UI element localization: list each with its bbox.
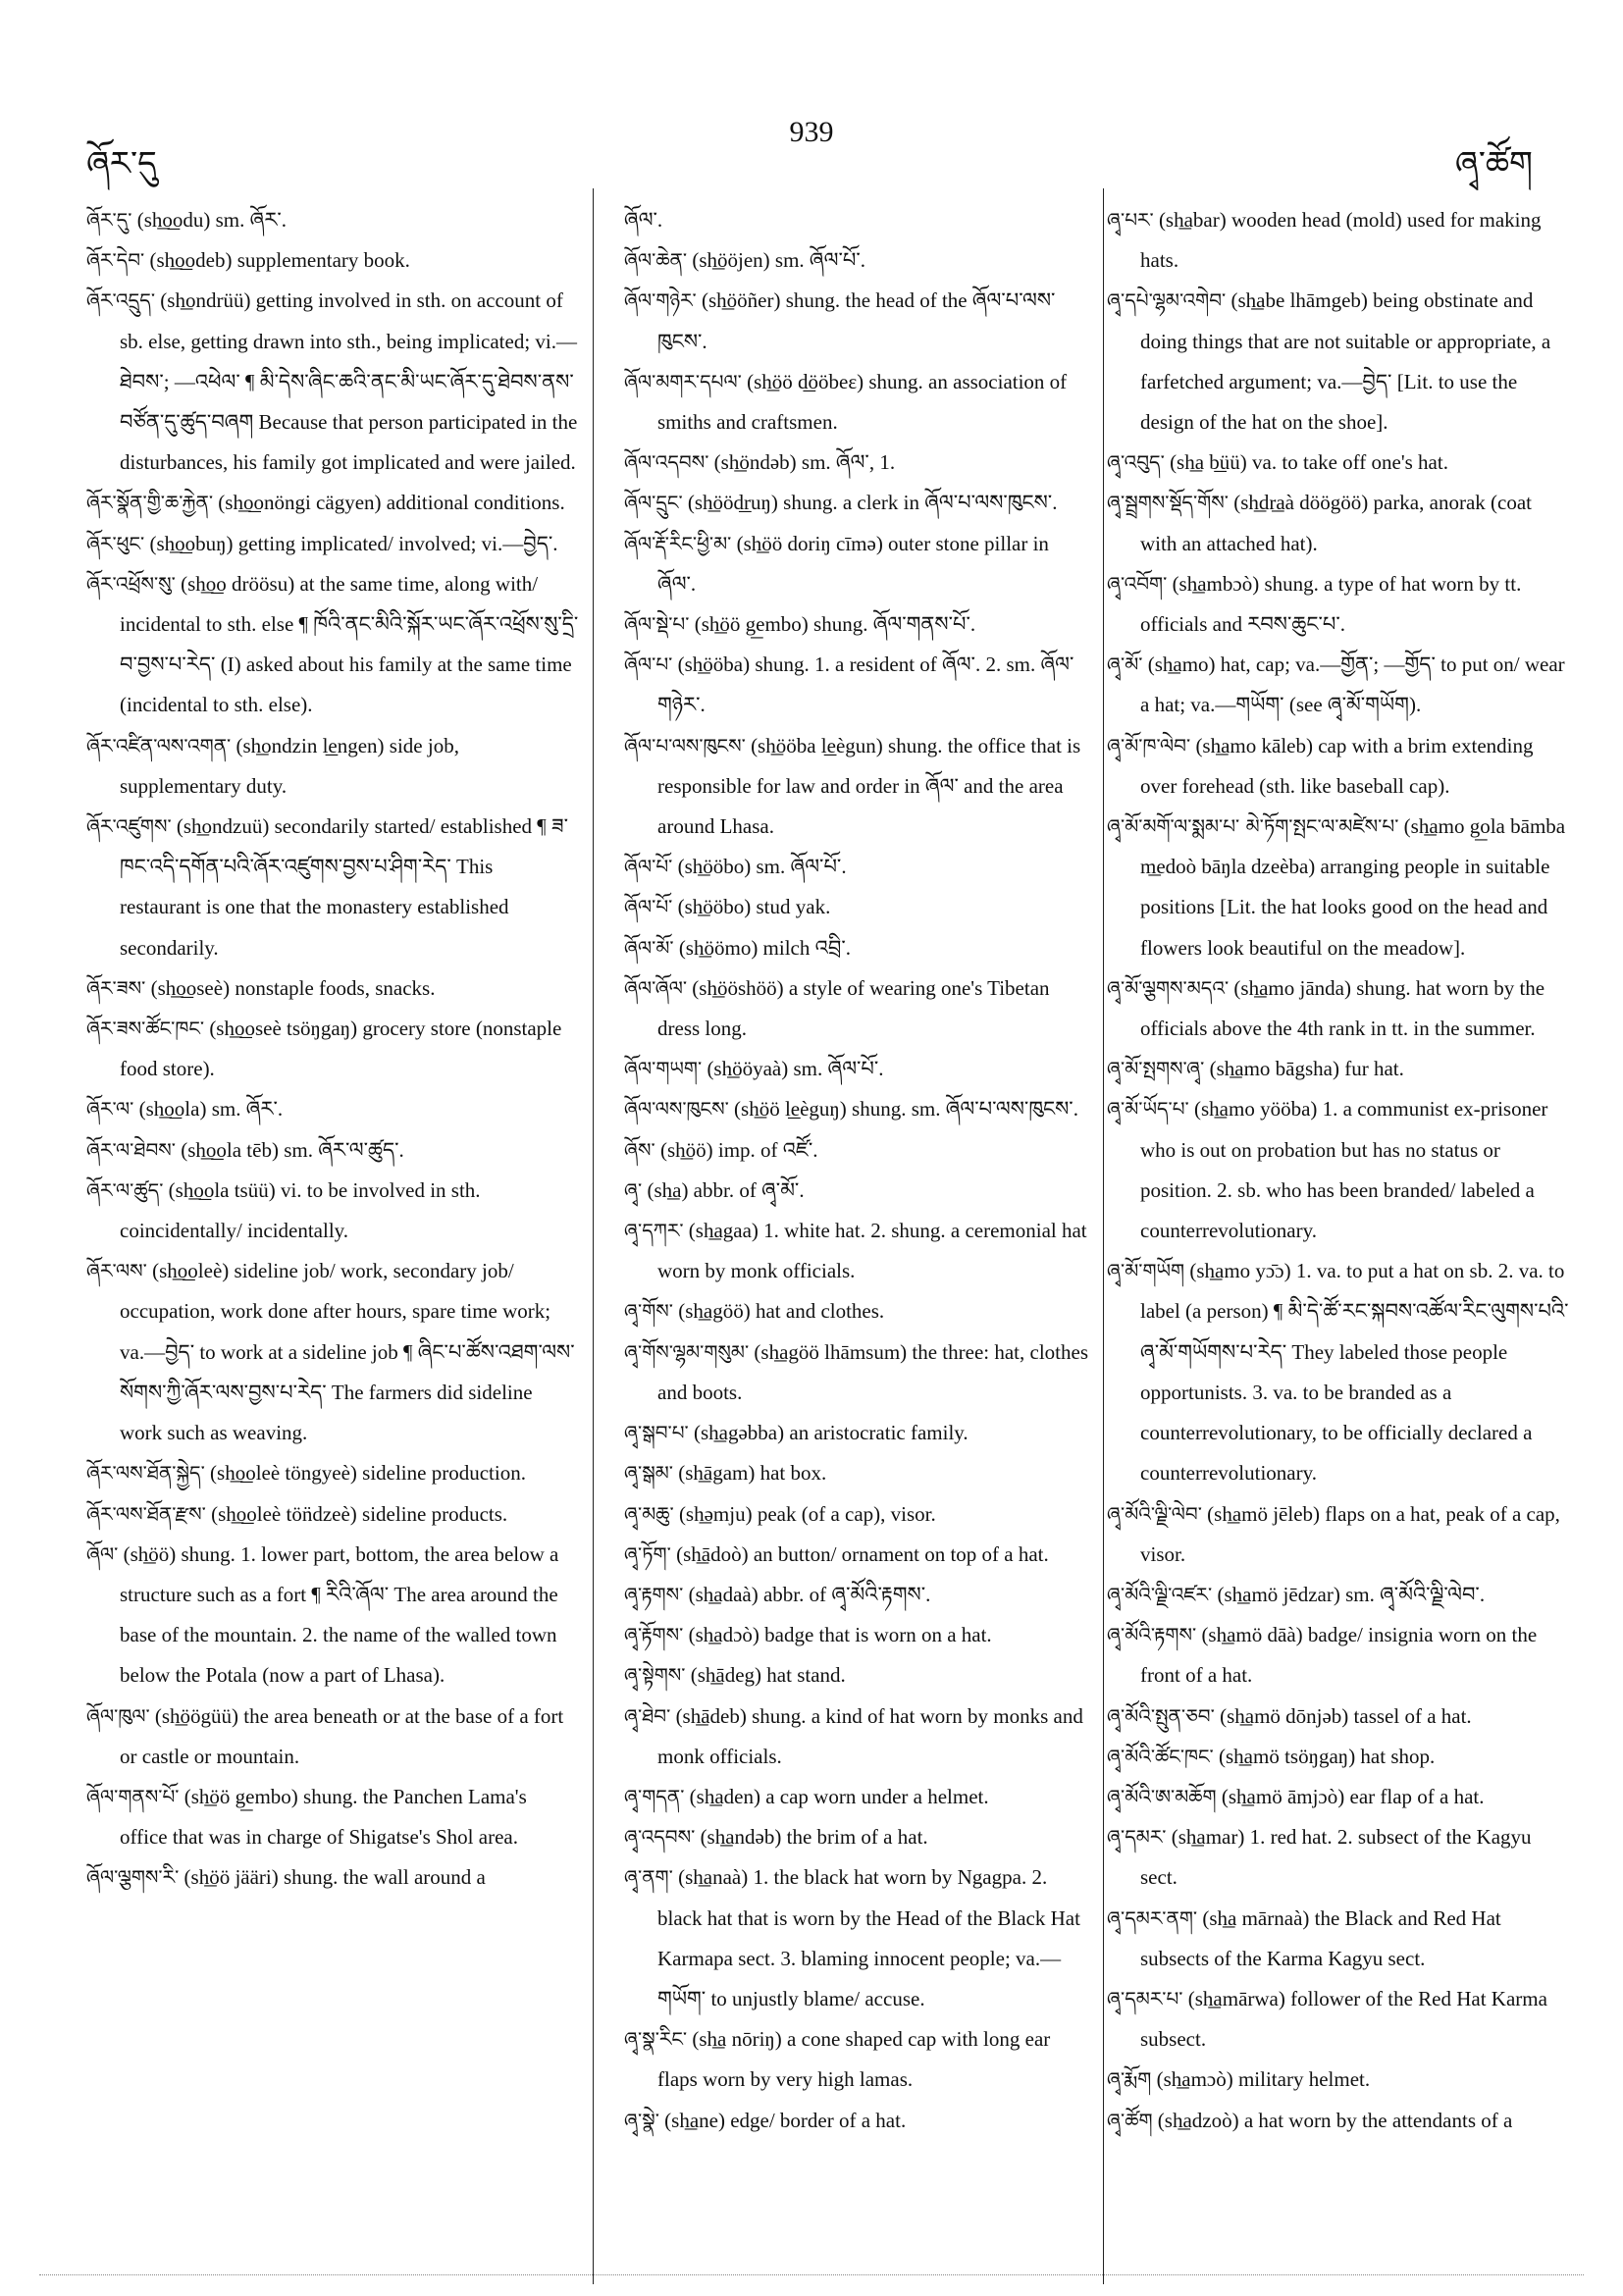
entry-headword: ཞྭ་ཏོག་ [624, 1541, 671, 1566]
entry-headword: ཞྭ་དཔེ་ལྷམ་འགེབ་ [1107, 288, 1227, 313]
entry-headword: ཞྭ་མོ་ཁ་ལེབ་ [1107, 733, 1191, 757]
dictionary-entry [1107, 1615, 1572, 1696]
entry-headword: ཞྭ་སྦྲགས་སྡོད་གོས་ [1107, 491, 1229, 515]
dictionary-entry [624, 2101, 1091, 2141]
dictionary-entry [1107, 968, 1572, 1049]
dictionary-entry [624, 362, 1091, 443]
entry-definition: (sh͟ööbo) sm. ཞོལ་པོ་. [677, 855, 847, 879]
dictionary-column-2 [624, 200, 1091, 2141]
entry-headword: ཞྭ་སྒབ་པ་ [624, 1421, 689, 1445]
entry-definition: (sh͟öö) shung. 1. lower part, bottom, the area below a structure such as a fort ¶ རིའི་ཞོལ་ The area around the base of the mountain. 2. the name of the walled town below the Potala (now a part of Lhasa). [120, 1541, 559, 1688]
dictionary-entry [86, 726, 579, 807]
entry-headword: ཞྭ་ཐེབ་ [624, 1703, 671, 1728]
entry-definition: (sh͟amo) hat, cap; va.—གྱོན་; —གྱོད་ to put on/ wear a hat; va.—གཡོག་ (see ཞྭ་མོ་གཡོག). [1140, 652, 1565, 717]
entry-headword: ཞྭ་མོ་ཡོད་པ་ [1107, 1097, 1189, 1122]
entry-definition: (sh͟o͟o dröösu) at the same time, along with/ incidental to sth. else ¶ ཁོའི་ནང་མིའི་སྐོར་ཡང་ཞོར་འཕྲོས་སུ་དྲི་བ་བྱས་པ་རེད་ (I) asked about his family at the same time (incidental to sth. else). [120, 571, 579, 717]
entry-definition: (sh͟ambɔò) shung. a type of hat worn by tt. officials and རབས་ཆུང་པ་. [1140, 571, 1522, 637]
dictionary-entry [624, 1171, 1091, 1211]
dictionary-entry [624, 1494, 1091, 1535]
entry-headword: ཞྭ་འབོག་ [1107, 571, 1168, 596]
dictionary-entry [624, 604, 1091, 645]
dictionary-entry [86, 524, 579, 564]
entry-definition: (sh͟amo bāgsha) fur hat. [1209, 1057, 1404, 1081]
dictionary-entry [1107, 1737, 1572, 1777]
entry-headword: ཞྭ་རྟོགས་ [624, 1623, 684, 1647]
dictionary-entry [1107, 1817, 1572, 1898]
dictionary-entry [624, 1817, 1091, 1857]
entry-definition: (sh͟dr͟aà döögöö) parka, anorak (coat with an attached hat). [1140, 491, 1532, 555]
entry-headword: ཞོར་འཕྲོས་སུ་ [86, 571, 176, 596]
entry-headword: ཞྭ་ཚོག [1107, 2108, 1153, 2132]
entry-definition: (sh͟o͟oseè tsöŋgaŋ) grocery store (nonstaple food store). [120, 1017, 562, 1081]
entry-headword: ཞོར་འདྲུད་ [86, 288, 156, 313]
dictionary-entry [1107, 564, 1572, 645]
entry-headword: ཞོལ་པ་ [624, 652, 673, 677]
entry-definition: (sh͟agəbba) an aristocratic family. [694, 1421, 969, 1445]
entry-definition: (sh͟o͟oseè) nonstaple foods, snacks. [150, 975, 436, 1000]
entry-headword: ཞྭ་མཆུ་ [624, 1501, 674, 1526]
entry-definition: (sh͟a) abbr. of ཞྭ་མོ་. [647, 1177, 805, 1202]
entry-headword: ཞོར་ལ་ཚུད་ [86, 1177, 164, 1202]
entry-headword: ཞོར་ཟས་ [86, 975, 146, 1000]
entry-definition: (sh͟öö) imp. of འཛོ་. [659, 1137, 818, 1162]
dictionary-entry [1107, 726, 1572, 807]
entry-definition: (sh͟amārwa) follower of the Red Hat Karma subsect. [1140, 1986, 1547, 2052]
entry-headword: ཞྭ་མོའི་རྟགས་ [1107, 1623, 1197, 1647]
dictionary-entry [1107, 645, 1572, 725]
dictionary-entry [86, 968, 579, 1009]
entry-headword: ཞྭ་ [624, 1177, 643, 1202]
entry-definition: (sh͟abar) wooden head (mold) used for making hats. [1140, 208, 1542, 273]
entry-definition: (sh͟öö l͟eèguŋ) shung. sm. ཞོལ་པ་ལས་ཁུངས་. [734, 1097, 1078, 1122]
entry-headword: ཞོལ་གནས་པོ་ [86, 1784, 180, 1808]
entry-definition: (sh͟amö āmjɔò) ear flap of a hat. [1221, 1784, 1485, 1808]
dictionary-entry [624, 1535, 1091, 1575]
entry-definition: (sh͟öndəb) sm. ཞོལ་, 1. [713, 450, 896, 475]
dictionary-entry [624, 1575, 1091, 1615]
entry-definition: (sh͟amo kāleb) cap with a brim extending over forehead (sth. like baseball cap). [1140, 733, 1534, 798]
entry-definition: (sh͟amo yööba) 1. a communist ex-prisoner who is out on probation but has no status or position. 2. sb. who has been branded/ labeled a counterrevolutionary. [1140, 1097, 1548, 1243]
entry-definition: (sh͟aden) a cap worn under a helmet. [689, 1784, 989, 1808]
entry-headword: ཞོར་ཕུང་ [86, 531, 145, 555]
dictionary-entry [624, 1453, 1091, 1493]
entry-definition: (sh͟amö tsöŋgaŋ) hat shop. [1219, 1744, 1436, 1768]
entry-definition: (sh͟ööbo) stud yak. [677, 895, 831, 919]
entry-definition: (sh͟agaa) 1. white hat. 2. shung. a ceremonial hat worn by monk officials. [657, 1219, 1087, 1283]
entry-headword: ཞོལ་ལྕགས་རི་ [86, 1865, 180, 1890]
entry-headword: ཞོལ་དྲུང་ [624, 491, 683, 515]
entry-definition: (sh͟amar) 1. red hat. 2. subsect of the Kagyu sect. [1140, 1825, 1532, 1890]
entry-definition: (sh͟ööñer) shung. the head of the ཞོལ་པ་ལས་ཁུངས་. [657, 288, 1056, 353]
header-guide-word-left: ཞོར་དུ [86, 144, 157, 183]
entry-headword: ཞྭ་མོའི་སྤུན་ཅབ་ [1107, 1703, 1215, 1728]
dictionary-entry [86, 1130, 579, 1171]
entry-headword: ཞོར་སྣོན་གྱི་ཆ་རྐྱེན་ [86, 491, 214, 515]
entry-definition: (sh͟amö dāà) badge/ insignia worn on the front of a hat. [1140, 1623, 1538, 1688]
entry-definition: (sh͟agöö) hat and clothes. [678, 1299, 885, 1324]
entry-definition: (sh͟amö jēleb) flaps on a hat, peak of a cap, visor. [1140, 1501, 1560, 1566]
dictionary-entry [624, 887, 1091, 927]
dictionary-entry [624, 483, 1091, 523]
entry-definition: (sh͟adzoò) a hat worn by the attendants of a [1157, 2108, 1513, 2132]
dictionary-entry [624, 928, 1091, 968]
dictionary-entry [86, 1696, 579, 1777]
entry-definition: (sh͟o͟ola tēb) sm. ཞོར་ལ་ཚུད་. [181, 1137, 404, 1162]
entry-headword: ཞོལ་མོ་ [624, 935, 674, 960]
dictionary-entry [1107, 1777, 1572, 1817]
entry-headword: ཞྭ་མོ་གཡོག [1107, 1259, 1185, 1283]
dictionary-entry [1107, 1494, 1572, 1575]
entry-headword: ཞྭ་རྨོག [1107, 2067, 1152, 2092]
entry-headword: ཞོལ་རྡོ་རིང་ཕྱི་མ་ [624, 531, 732, 555]
entry-headword: ཞྭ་གོས་ [624, 1299, 673, 1324]
entry-headword: ཞྭ་སྣེ་ [624, 2108, 659, 2132]
dictionary-entry [1107, 1575, 1572, 1615]
dictionary-entry [86, 1857, 579, 1898]
dictionary-column-3 [1107, 200, 1572, 2141]
entry-headword: ཞོར་ལས་ཐོན་རྫས་ [86, 1501, 206, 1526]
entry-definition: (sh͟o͟ola) sm. ཞོར་. [138, 1097, 284, 1122]
entry-definition: (sh͟o͟oleè töngyeè) sideline production. [210, 1461, 526, 1486]
dictionary-entry [624, 200, 1091, 240]
dictionary-entry [86, 1009, 579, 1089]
page-bottom-edge [39, 2274, 1584, 2275]
entry-headword: ཞོར་དུ་ [86, 208, 132, 232]
dictionary-entry [624, 726, 1091, 848]
entry-headword: ཞོལ་ཆེན་ [624, 248, 688, 273]
entry-definition: (sh͟agöö lhāmsum) the three: hat, clothes and boots. [657, 1339, 1088, 1404]
dictionary-entry [1107, 1049, 1572, 1089]
dictionary-entry [1107, 807, 1572, 968]
entry-definition: (sh͟öö d͟ööbeε) shung. an association of smiths and craftsmen. [657, 369, 1068, 435]
dictionary-entry [624, 1049, 1091, 1089]
entry-definition: (sh͟öö g͟embo) shung. the Panchen Lama's office that was in charge of Shigatse's Shol area. [120, 1784, 527, 1850]
entry-headword: ཞྭ་སྒམ་ [624, 1461, 673, 1486]
dictionary-entry [624, 1211, 1091, 1291]
entry-headword: ཞོལ་ལས་ཁུངས་ [624, 1097, 729, 1122]
entry-headword: ཞོར་ལ་ཐེབས་ [86, 1137, 176, 1162]
dictionary-entry [1107, 281, 1572, 443]
entry-definition: (sh͟ondzin l͟engen) side job, supplementary duty. [120, 733, 459, 798]
entry-headword: ཞོལ་པ་ལས་ཁུངས་ [624, 733, 746, 757]
dictionary-entry [624, 1857, 1091, 2019]
dictionary-entry [86, 281, 579, 483]
entry-definition: (sh͟öögüü) the area beneath or at the base of a fort or castle or mountain. [120, 1703, 564, 1768]
dictionary-entry [86, 564, 579, 726]
entry-headword: ཞོལ་ཁུལ་ [86, 1703, 150, 1728]
entry-definition: (sh͟o͟onöngi cägyen) additional conditions. [218, 491, 565, 515]
dictionary-entry [1107, 1251, 1572, 1493]
entry-headword: ཞྭ་མོ་མགོ་ལ་སྨམ་པ་ མེ་ཏོག་སྤང་ལ་མཛེས་པ་ [1107, 814, 1399, 839]
dictionary-entry [86, 200, 579, 240]
dictionary-entry [624, 645, 1091, 725]
column-divider [1103, 188, 1104, 2284]
entry-headword: ཞྭ་པར་ [1107, 208, 1154, 232]
entry-headword: ཞོར་འཛུགས་ [86, 814, 172, 839]
dictionary-entry [86, 1453, 579, 1493]
entry-headword: ཞྭ་རྟགས་ [624, 1582, 684, 1606]
entry-definition: (sh͟o͟odu) sm. ཞོར་. [136, 208, 288, 232]
dictionary-entry [624, 524, 1091, 604]
entry-definition: (sh͟amɔò) military helmet. [1156, 2067, 1371, 2092]
entry-definition: (sh͟ādoò) an button/ ornament on top of a hat. [676, 1541, 1049, 1566]
dictionary-entry [624, 2019, 1091, 2100]
entry-headword: ཞོར་འཛིན་ལས་འགན་ [86, 733, 232, 757]
entry-headword: ཞོལ་སྡེ་པ་ [624, 612, 690, 637]
entry-definition: (sh͟amo yɔ̄ɔ) 1. va. to put a hat on sb. 2. va. to label (a person) ¶ མི་དེ་ཚོ་རང་སྐབས་འཚོལ་རིང་ལུགས་པའི་ཞྭ་མོ་གཡོགས་པ་རེད་ They labeled those people opportunists. 3. va. to be branded as a counterrevolutionary, to be officially declared a counterrevolutionary. [1140, 1259, 1569, 1486]
entry-headword: ཞོར་ལས་ཐོན་སྐྱེད་ [86, 1461, 205, 1486]
dictionary-entry [1107, 1089, 1572, 1251]
dictionary-entry [86, 1089, 579, 1129]
entry-headword: ཞྭ་མོ་ [1107, 652, 1143, 677]
dictionary-entry [1107, 1979, 1572, 2060]
dictionary-entry [86, 1535, 579, 1696]
entry-headword: ཞོར་ཟས་ཚོང་ཁང་ [86, 1017, 205, 1041]
entry-definition: (sh͟ondrüü) getting involved in sth. on account of sb. else, getting drawn into sth., being implicated; vi.—ཐེབས་; —འཕེལ་ ¶ མི་དེས་ཞིང་ཆའི་ནང་མི་ཡང་ཞོར་དུ་ཐེབས་ནས་བཙོན་དུ་ཚུད་བཞག Because that person participated in the disturbances, his family got implicated and were jailed. [120, 288, 578, 475]
dictionary-entry [86, 1171, 579, 1251]
entry-definition: ཞོལ་. [624, 208, 663, 232]
entry-headword: ཞོལ་མགར་དཔལ་ [624, 369, 742, 393]
entry-definition: (sh͟āgam) hat box. [678, 1461, 827, 1486]
entry-headword: ཞྭ་སྟེགས་ [624, 1663, 686, 1688]
entry-definition: (sh͟o͟obuŋ) getting implicated/ involved; vi.—བྱེད་. [149, 531, 558, 555]
entry-headword: ཞྭ་མོའི་ལྗི་ལེབ་ [1107, 1501, 1202, 1526]
dictionary-entry [1107, 1899, 1572, 1979]
entry-definition: (sh͟a b͟üü) va. to take off one's hat. [1170, 450, 1448, 475]
entry-headword: ཞྭ་དཀར་ [624, 1219, 684, 1243]
dictionary-column-1 [86, 200, 579, 1899]
dictionary-entry [624, 1332, 1091, 1413]
dictionary-entry [1107, 1696, 1572, 1737]
dictionary-entry [86, 807, 579, 968]
entry-definition: (sh͟o͟oleè) sideline job/ work, secondary job/ occupation, work done after hours, spare time work; va.—བྱེད་ to work at a sideline job ¶ ཞིང་པ་ཚོས་འཐག་ལས་སོགས་ཀྱི་ཞོར་ལས་བྱས་པ་རེད་ The farmers did sideline work such as weaving. [120, 1259, 575, 1445]
dictionary-entry [624, 1413, 1091, 1453]
entry-definition: (sh͟əmju) peak (of a cap), visor. [678, 1501, 936, 1526]
entry-headword: ཞྭ་དམར་པ་ [1107, 1986, 1183, 2010]
entry-headword: ཞྭ་མོའི་ཨ་མཆོག [1107, 1784, 1217, 1808]
entry-definition: (sh͟andəb) the brim of a hat. [700, 1825, 928, 1850]
entry-headword: ཞྭ་ནག་ [624, 1865, 673, 1890]
entry-headword: ཞྭ་མོ་ལྕགས་མདའ་ [1107, 975, 1230, 1000]
entry-headword: ཞྭ་དམར་ནག་ [1107, 1905, 1198, 1930]
entry-headword: ཞོལ་གཡག་ [624, 1057, 703, 1081]
entry-definition: (sh͟adɔò) badge that is worn on a hat. [688, 1623, 992, 1647]
dictionary-entry [86, 483, 579, 523]
entry-definition: (sh͟anaà) 1. the black hat worn by Ngagpa. 2. black hat that is worn by the Head of the Black Hat Karmapa sect. 3. blaming innocent people; va.—གཡོག་ to unjustly blame/ accuse. [657, 1865, 1080, 2010]
dictionary-entry [1107, 443, 1572, 483]
entry-definition: (sh͟amö jēdzar) sm. ཞྭ་མོའི་ལྗི་ལེབ་. [1217, 1582, 1486, 1606]
entry-definition: (sh͟a mārnaà) the Black and Red Hat subsects of the Karma Kagyu sect. [1140, 1905, 1501, 1970]
entry-headword: ཞོར་དེབ་ [86, 248, 145, 273]
entry-definition: (sh͟ondzuü) secondarily started/ established ¶ ཟ་ཁང་འདི་དགོན་པའི་ཞོར་འཛུགས་བྱས་པ་ཤིག་རེད་ This restaurant is one that the monastery established secondarily. [120, 814, 569, 960]
entry-definition: (sh͟öömo) milch འབྲི་. [678, 935, 851, 960]
dictionary-entry [624, 847, 1091, 887]
entry-definition: (sh͟abe lhāmgeb) being obstinate and doing things that are not suitable or appropriate, a farfetched argument; va.—བྱེད་ [Lit. to use the design of the hat on the shoe]. [1140, 288, 1551, 435]
dictionary-entry [624, 443, 1091, 483]
entry-definition: (sh͟o͟ola tsüü) vi. to be involved in sth. coincidentally/ incidentally. [120, 1177, 481, 1243]
entry-headword: ཞྭ་འདབས་ [624, 1825, 696, 1850]
dictionary-entry [86, 1777, 579, 1857]
entry-headword: ཞོལ་འདབས་ [624, 450, 709, 475]
entry-definition: (sh͟ādeg) hat stand. [690, 1663, 846, 1688]
dictionary-entry [86, 240, 579, 281]
entry-definition: (sh͟o͟odeb) supplementary book. [149, 248, 410, 273]
entry-headword: ཞོས་ [624, 1137, 655, 1162]
entry-headword: ཞྭ་འབུད་ [1107, 450, 1165, 475]
header-guide-word-right: ཞྭ་ཚོག [1454, 144, 1533, 183]
entry-headword: ཞྭ་མོ་སྤགས་ཞྭ་ [1107, 1057, 1205, 1081]
dictionary-entry [624, 240, 1091, 281]
entry-definition: (sh͟o͟oleè tön̈dzeè) sideline products. [211, 1501, 508, 1526]
entry-definition: (sh͟amö dōnjəb) tassel of a hat. [1220, 1703, 1472, 1728]
entry-definition: (sh͟ööjen) sm. ཞོལ་པོ་. [692, 248, 865, 273]
entry-headword: ཞྭ་སྣ་རིང་ [624, 2027, 688, 2052]
column-divider [593, 188, 594, 2284]
page-number: 939 [789, 116, 834, 148]
entry-definition: (sh͟ööba l͟eègun) shung. the office that is responsible for law and order in ཞོལ་ and the area around Lhasa. [657, 733, 1081, 839]
entry-headword: ཞྭ་གདན་ [624, 1784, 685, 1808]
entry-headword: ཞྭ་གོས་ལྷམ་གསུམ་ [624, 1339, 750, 1364]
entry-headword: ཞྭ་མོའི་ཚོང་ཁང་ [1107, 1744, 1214, 1768]
entry-headword: ཞོལ་པོ་ [624, 855, 673, 879]
entry-definition: (sh͟amo g͟ola bāmba m͟edoò bāŋla dzeèba) arranging people in suitable positions [Lit. the hat looks good on the head and flowers look beautiful on the meadow]. [1140, 814, 1566, 960]
dictionary-entry [624, 1291, 1091, 1331]
entry-definition: (sh͟ādeb) shung. a kind of hat worn by monks and monk officials. [657, 1703, 1083, 1768]
entry-headword: ཞོལ་ [86, 1541, 119, 1566]
dictionary-entry [624, 1089, 1091, 1129]
entry-headword: ཞོལ་ཞོལ་ [624, 975, 688, 1000]
dictionary-entry [624, 281, 1091, 361]
dictionary-entry [624, 1777, 1091, 1817]
entry-definition: (sh͟öö g͟embo) shung. ཞོལ་གནས་པོ་. [694, 612, 976, 637]
entry-definition: (sh͟öö jääri) shung. the wall around a [183, 1865, 486, 1890]
dictionary-entry [1107, 483, 1572, 563]
dictionary-entry [86, 1494, 579, 1535]
entry-headword: ཞྭ་མོའི་ལྗི་འཛར་ [1107, 1582, 1213, 1606]
entry-definition: (sh͟ööshöö) a style of wearing one's Tibetan dress long. [657, 975, 1050, 1041]
dictionary-entry [1107, 2101, 1572, 2141]
entry-definition: (sh͟ane) edge/ border of a hat. [664, 2108, 907, 2132]
entry-headword: ཞྭ་དམར་ [1107, 1825, 1167, 1850]
dictionary-entry [1107, 2060, 1572, 2100]
entry-headword: ཞོར་ལ་ [86, 1097, 134, 1122]
entry-definition: (sh͟amo jānda) shung. hat worn by the officials above the 4th rank in tt. in the summer. [1140, 975, 1545, 1041]
dictionary-entry [624, 1615, 1091, 1655]
entry-headword: ཞོལ་གཉེར་ [624, 288, 697, 313]
dictionary-entry [1107, 200, 1572, 281]
dictionary-entry [624, 1130, 1091, 1171]
entry-headword: ཞོལ་པོ་ [624, 895, 673, 919]
dictionary-entry [86, 1251, 579, 1453]
entry-definition: (sh͟ööba) shung. 1. a resident of ཞོལ་. 2. sm. ཞོལ་གཉེར་. [657, 652, 1074, 717]
entry-definition: (sh͟öö doriŋ cīmə) outer stone pillar in ཞོལ་. [657, 531, 1049, 596]
entry-definition: (sh͟ööd͟ruŋ) shung. a clerk in ཞོལ་པ་ལས་ཁུངས་. [687, 491, 1058, 515]
dictionary-entry [624, 968, 1091, 1049]
entry-headword: ཞོར་ལས་ [86, 1259, 147, 1283]
entry-definition: (sh͟adaà) abbr. of ཞྭ་མོའི་རྟགས་. [688, 1582, 931, 1606]
dictionary-entry [624, 1655, 1091, 1696]
entry-definition: (sh͟ööyaà) sm. ཞོལ་པོ་. [707, 1057, 884, 1081]
entry-definition: (sh͟a nōriŋ) a cone shaped cap with long ear flaps worn by very high lamas. [657, 2027, 1051, 2092]
dictionary-entry [624, 1696, 1091, 1777]
